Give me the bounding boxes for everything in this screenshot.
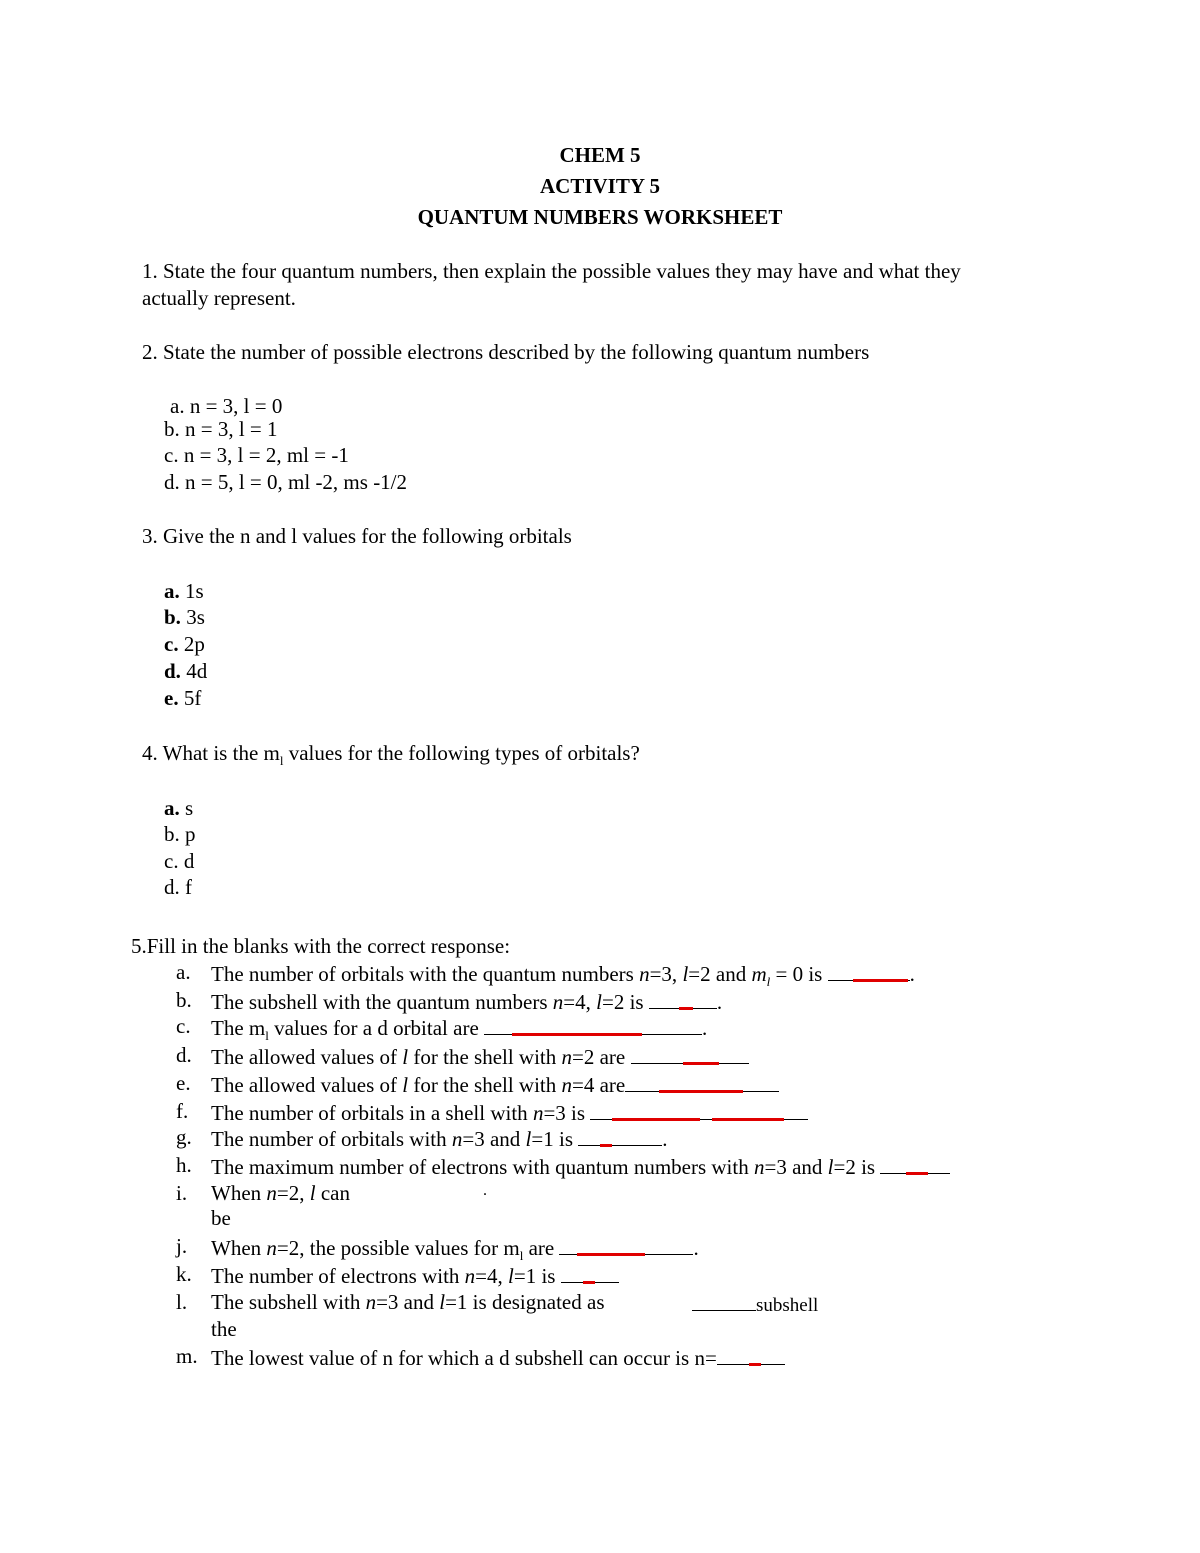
q5-i-l: l (309, 1181, 316, 1205)
q5-a-t2: =3, (649, 962, 683, 986)
q5-l-l: l (439, 1290, 446, 1314)
q4-item-a (164, 798, 193, 819)
activity-title: ACTIVITY 5 (540, 174, 660, 198)
q5-b-t3: =2 is (601, 990, 649, 1014)
q3-item-b (164, 607, 205, 628)
q5-k-l: l (508, 1264, 514, 1288)
q4-prompt-sub: l (279, 753, 284, 769)
q3-item-b-label: b. (164, 605, 181, 629)
q5-e-n: n (561, 1073, 573, 1097)
q5-l-label: l. (176, 1290, 188, 1314)
q5-d-l: l (402, 1045, 409, 1069)
q2-item-b: b. n = 3, l = 1 (164, 417, 278, 441)
q5-c-t1: The m (211, 1016, 266, 1040)
q5-g-label: g. (176, 1125, 192, 1149)
q5-j-sub: l (519, 1248, 524, 1264)
q3-item-e-text: 5f (183, 686, 202, 710)
q5-j-answer-blank[interactable] (559, 1236, 693, 1255)
q4-item-a-label: a. (164, 796, 180, 820)
q5-m-answer-blank[interactable] (717, 1346, 785, 1365)
q4-item-a-text: s (185, 796, 194, 820)
q5-a-t4: = 0 is (770, 962, 828, 986)
q5-b-l: l (596, 990, 602, 1014)
q5-i-dot: . (483, 1182, 487, 1199)
q3-item-a-label: a. (164, 579, 180, 603)
q5-g-t1: The number of orbitals with (211, 1127, 452, 1151)
q5-d-t1: The allowed values of (211, 1045, 403, 1069)
q3-item-a-text: 1s (185, 579, 204, 603)
q5-l-t2: =3 and (376, 1290, 440, 1314)
q5-f-t2: =3 is (543, 1101, 591, 1125)
q4-item-d-label: d. (164, 875, 180, 899)
q5-j-end: . (693, 1236, 699, 1260)
q5-b-text (211, 990, 722, 1013)
q5-d-label: d. (176, 1043, 192, 1067)
q5-a-m: m (751, 962, 767, 986)
q5-d-n: n (561, 1045, 573, 1069)
q5-i-text (211, 1183, 350, 1204)
q5-prompt: 5.Fill in the blanks with the correct response: (131, 934, 511, 958)
q4-item-b-label: b. (164, 822, 180, 846)
q5-b-n: n (552, 990, 564, 1014)
q5-j-n: n (266, 1236, 277, 1260)
q5-j-t3: are (523, 1236, 560, 1260)
course-title: CHEM 5 (559, 143, 641, 167)
q5-l-suffix: subshell (756, 1295, 819, 1316)
q3-item-c-label: c. (164, 632, 179, 656)
q5-b-label: b. (176, 988, 192, 1012)
q5-a-end: . (909, 962, 915, 986)
q5-e-answer-blank[interactable] (625, 1073, 779, 1092)
q5-l-t3: =1 is designated as (445, 1290, 605, 1314)
q5-i-n: n (266, 1181, 277, 1205)
q5-k-answer-blank[interactable] (561, 1264, 619, 1283)
q5-a-msub: l (766, 974, 771, 990)
q3-item-d (164, 661, 207, 682)
q4-item-b-text: p (185, 822, 196, 846)
q4-item-c (164, 851, 194, 872)
q5-l-answer-blank[interactable] (692, 1292, 756, 1311)
q3-item-e-label: e. (164, 686, 179, 710)
q5-b-end: . (716, 990, 723, 1014)
q2-item-a: a. n = 3, l = 0 (170, 394, 283, 418)
q5-d-t3: =2 are (572, 1045, 631, 1069)
q5-a-text (211, 962, 915, 988)
q5-g-n: n (451, 1127, 463, 1151)
q5-i-label: i. (176, 1181, 188, 1205)
q3-item-a (164, 581, 204, 602)
q1-line1: 1. State the four quantum numbers, then explain the possible values they may have and what they (142, 259, 961, 283)
q5-g-text (211, 1127, 668, 1150)
q3-item-b-text: 3s (186, 605, 205, 629)
q5-e-text (211, 1073, 779, 1096)
q3-prompt: 3. Give the n and l values for the following orbitals (142, 524, 572, 548)
q5-h-answer-blank[interactable] (880, 1155, 950, 1174)
q5-h-n: n (753, 1155, 765, 1179)
q5-e-t1: The allowed values of (211, 1073, 403, 1097)
q4-prompt-pre: 4. What is the m (142, 741, 280, 765)
q5-a-t1: The number of orbitals with the quantum numbers (211, 962, 640, 986)
q4-prompt (142, 743, 640, 767)
q5-g-t3: =1 is (531, 1127, 579, 1151)
q5-i-line2: be (211, 1206, 231, 1230)
q5-g-t2: =3 and (462, 1127, 526, 1151)
q4-item-d (164, 877, 192, 898)
q5-f-n: n (532, 1101, 544, 1125)
q5-i-t3: can (315, 1181, 350, 1205)
q5-i-t2: =2, (276, 1181, 310, 1205)
q3-item-d-text: 4d (186, 659, 208, 683)
q5-a-answer-blank[interactable] (828, 962, 910, 981)
q4-item-b (164, 824, 196, 845)
q5-c-answer-blank[interactable] (484, 1016, 702, 1035)
q5-b-t1: The subshell with the quantum numbers (211, 990, 553, 1014)
q5-b-answer-blank[interactable] (649, 990, 717, 1009)
q5-k-text (211, 1264, 619, 1287)
q5-k-t2: =4, (475, 1264, 509, 1288)
q5-m-text (211, 1346, 785, 1369)
q5-a-label: a. (176, 960, 191, 984)
q5-e-t2: for the shell with (408, 1073, 562, 1097)
q5-k-n: n (464, 1264, 476, 1288)
q3-item-c-text: 2p (183, 632, 205, 656)
q5-b-t2: =4, (563, 990, 597, 1014)
q5-c-label: c. (176, 1014, 191, 1038)
q5-a-l: l (682, 962, 689, 986)
q5-k-label: k. (176, 1262, 192, 1286)
q5-e-label: e. (176, 1071, 191, 1095)
q5-d-answer-blank[interactable] (631, 1045, 749, 1064)
q3-item-e (164, 688, 201, 709)
q5-c-sub: l (265, 1028, 269, 1044)
q1-line2: actually represent. (142, 286, 296, 310)
q4-item-c-text: d (183, 849, 195, 873)
q5-g-answer-blank[interactable] (578, 1127, 662, 1146)
q5-h-label: h. (176, 1153, 192, 1177)
q5-l-n: n (365, 1290, 377, 1314)
q5-d-text (211, 1045, 749, 1068)
q5-f-t1: The number of orbitals in a shell with (211, 1101, 533, 1125)
q2-item-c: c. n = 3, l = 2, ml = -1 (164, 443, 349, 467)
q5-j-t2: =2, the possible values for m (276, 1236, 520, 1260)
q5-l-answer (692, 1292, 818, 1315)
q5-h-t3: =2 is (833, 1155, 881, 1179)
q5-h-l: l (827, 1155, 834, 1179)
q5-l-t1: The subshell with (211, 1290, 366, 1314)
q2-prompt: 2. State the number of possible electrons described by the following quantum numbers (142, 340, 870, 364)
q5-m-label: m. (176, 1344, 198, 1368)
q5-a-n: n (639, 962, 650, 986)
q5-c-end: . (702, 1016, 708, 1040)
q5-h-t1: The maximum number of electrons with quantum numbers with (211, 1155, 754, 1179)
q2-item-d: d. n = 5, l = 0, ml -2, ms -1/2 (164, 470, 408, 494)
q4-item-d-text: f (185, 875, 192, 899)
q5-e-t3: =4 are (572, 1073, 626, 1097)
q5-f-label: f. (176, 1099, 189, 1123)
q3-item-d-label: d. (164, 659, 181, 683)
worksheet-title: QUANTUM NUMBERS WORKSHEET (417, 205, 783, 229)
q5-j-text (211, 1236, 699, 1262)
q5-a-t3: =2 and (688, 962, 752, 986)
q5-i-t1: When (211, 1181, 267, 1205)
q5-l-line2: the (211, 1317, 237, 1341)
q5-c-text (211, 1016, 707, 1042)
q5-m-t1: The lowest value of n for which a d subshell can occur is n= (211, 1346, 717, 1370)
q4-item-c-label: c. (164, 849, 179, 873)
q5-k-t1: The number of electrons with (211, 1264, 465, 1288)
q5-d-t2: for the shell with (408, 1045, 562, 1069)
q3-item-c (164, 634, 205, 655)
q5-j-t1: When (211, 1236, 267, 1260)
q5-l-text (211, 1292, 605, 1313)
q5-g-end: . (662, 1127, 668, 1151)
q5-h-text (211, 1155, 950, 1178)
q5-g-l: l (525, 1127, 532, 1151)
q5-k-t3: =1 is (513, 1264, 561, 1288)
q5-f-answer-blank[interactable] (590, 1101, 808, 1120)
q4-prompt-post: values for the following types of orbitals? (283, 741, 640, 765)
q5-f-text (211, 1101, 808, 1124)
q5-h-t2: =3 and (764, 1155, 828, 1179)
q5-e-l: l (402, 1073, 409, 1097)
q5-c-t2: values for a d orbital are (268, 1016, 485, 1040)
q5-j-label: j. (176, 1234, 188, 1258)
